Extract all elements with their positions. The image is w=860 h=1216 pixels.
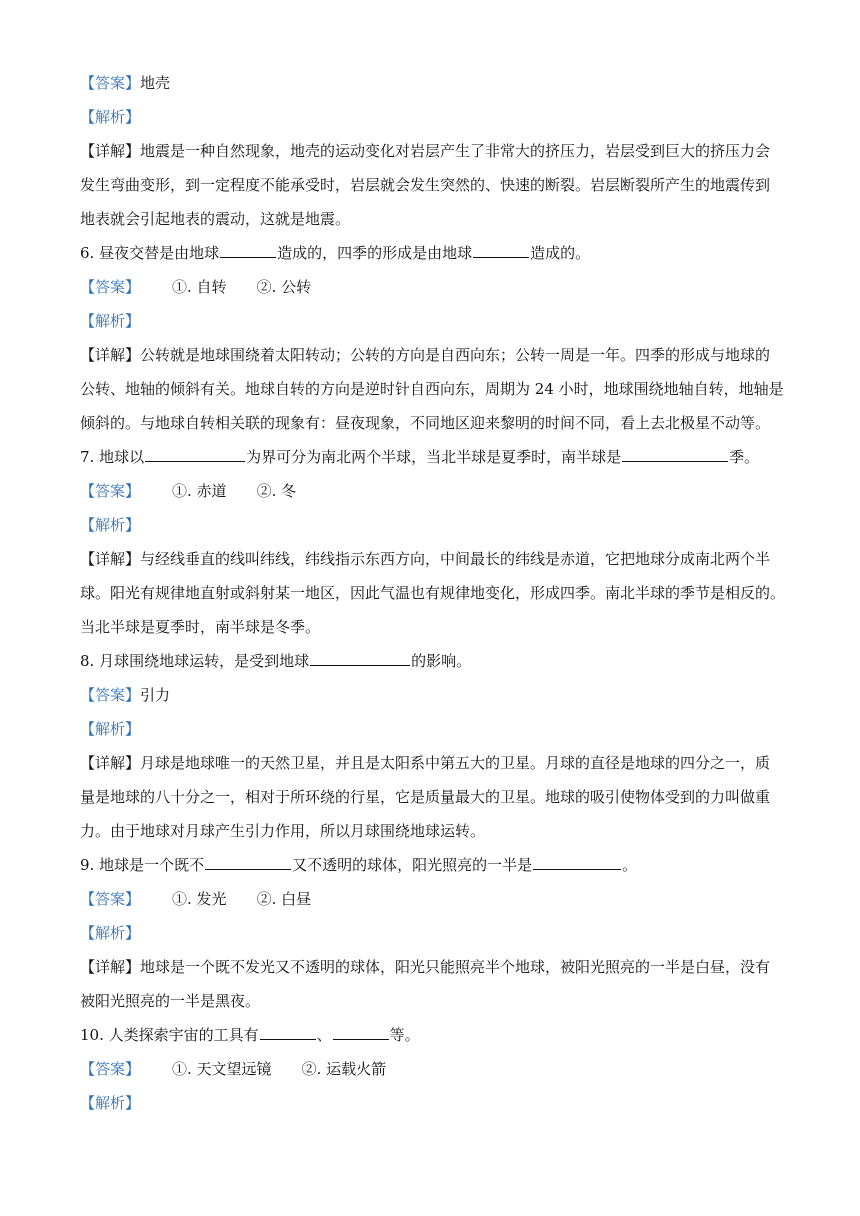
- analysis-line-9: [80, 923, 140, 943]
- detail-line: 地表就会引起地表的震动，这就是地震。: [80, 210, 351, 228]
- answer-label: 【答案】: [80, 1060, 141, 1078]
- question-9: [80, 855, 637, 875]
- answer-label: 【答案】: [80, 74, 141, 92]
- answer-blank: [310, 651, 410, 666]
- question-text: 造成的。: [530, 244, 591, 262]
- answer-blank: [622, 447, 728, 462]
- question-text: 造成的，四季的形成是由地球: [277, 244, 473, 262]
- answer-line-5: [80, 73, 170, 93]
- detail-text: 地震是一种自然现象，地壳的运动变化对岩层产生了非常大的挤压力，岩层受到巨大的挤压力会: [140, 142, 771, 160]
- answer-option: ②. 冬: [256, 482, 297, 500]
- answer-option: ①. 天文望远镜: [172, 1060, 272, 1078]
- question-10: [80, 1025, 420, 1045]
- detail-line: 公转、地轴的倾斜有关。地球自转的方向是逆时针自西向东，周期为 24 小时，地球围绕地轴自转，地轴是: [80, 380, 784, 398]
- question-8: [80, 651, 471, 671]
- detail-text: 月球是地球唯一的天然卫星，并且是太阳系中第五大的卫星。月球的直径是地球的四分之一，质: [140, 754, 771, 772]
- detail-line: [80, 753, 770, 773]
- detail-line: 发生弯曲变形，到一定程度不能承受时，岩层就会发生突然的、快速的断裂。岩层断裂所产生的地震传到: [80, 176, 771, 194]
- answer-option: ②. 白昼: [256, 890, 312, 908]
- answer-text: 地壳: [140, 74, 171, 92]
- analysis-line-5: [80, 107, 140, 127]
- detail-label: 【详解】: [80, 142, 141, 160]
- answer-option: ①. 自转: [172, 278, 227, 296]
- detail-line: 倾斜的。与地球自转相关联的现象有：昼夜现象，不同地区迎来黎明的时间不同，看上去北极星不动等。: [80, 414, 771, 432]
- detail-line: 球。阳光有规律地直射或斜射某一地区，因此气温也有规律地变化，形成四季。南北半球的季节是相反的。: [80, 584, 786, 602]
- detail-text: 与经线垂直的线叫纬线，纬线指示东西方向，中间最长的纬线是赤道，它把地球分成南北两个半: [140, 550, 771, 568]
- detail-line: 量是地球的八十分之一，相对于所环绕的行星，它是质量最大的卫星。地球的吸引使物体受到的力叫做重: [80, 788, 771, 806]
- question-text: 为界可分为南北两个半球，当北半球是夏季时，南半球是: [246, 448, 622, 466]
- detail-line: 被阳光照亮的一半是黑夜。: [80, 992, 261, 1010]
- detail-label: 【详解】: [80, 754, 141, 772]
- question-6: [80, 243, 590, 263]
- analysis-label: 【解析】: [80, 108, 141, 126]
- answer-label: 【答案】: [80, 686, 141, 704]
- analysis-label: 【解析】: [80, 924, 141, 942]
- analysis-label: 【解析】: [80, 312, 141, 330]
- question-text: 6. 昼夜交替是由地球: [80, 244, 220, 262]
- question-text: 。: [622, 856, 638, 874]
- answer-line-10: [80, 1059, 386, 1079]
- question-text: 7. 地球以: [80, 448, 145, 466]
- analysis-line-6: [80, 311, 140, 331]
- question-text: 10. 人类探索宇宙的工具有: [80, 1026, 259, 1044]
- detail-line: [80, 345, 770, 365]
- answer-option: ②. 运载火箭: [301, 1060, 387, 1078]
- answer-label: 【答案】: [80, 278, 141, 296]
- analysis-line-10: [80, 1093, 140, 1113]
- answer-blank: [145, 447, 245, 462]
- answer-blank: [205, 855, 291, 870]
- analysis-label: 【解析】: [80, 1094, 141, 1112]
- question-text: 等。: [389, 1026, 420, 1044]
- answer-label: 【答案】: [80, 890, 141, 908]
- answer-label: 【答案】: [80, 482, 141, 500]
- detail-text: 地球是一个既不发光又不透明的球体，阳光只能照亮半个地球，被阳光照亮的一半是白昼，没有: [140, 958, 771, 976]
- analysis-line-7: [80, 515, 140, 535]
- analysis-line-8: [80, 719, 140, 739]
- answer-blank: [220, 243, 276, 258]
- question-7: [80, 447, 759, 467]
- question-text: 又不透明的球体，阳光照亮的一半是: [292, 856, 533, 874]
- detail-label: 【详解】: [80, 550, 141, 568]
- detail-line: [80, 549, 770, 569]
- answer-option: ①. 发光: [172, 890, 227, 908]
- analysis-label: 【解析】: [80, 516, 141, 534]
- detail-line: [80, 957, 770, 977]
- answer-text: 引力: [140, 686, 171, 704]
- answer-blank: [333, 1025, 389, 1040]
- question-text: 的影响。: [411, 652, 472, 670]
- question-text: 8. 月球围绕地球运转，是受到地球: [80, 652, 310, 670]
- answer-blank: [533, 855, 621, 870]
- answer-line-8: [80, 685, 170, 705]
- detail-line: [80, 141, 770, 161]
- answer-line-6: [80, 277, 311, 297]
- detail-line: 当北半球是夏季时，南半球是冬季。: [80, 618, 321, 636]
- detail-line: 力。由于地球对月球产生引力作用，所以月球围绕地球运转。: [80, 822, 486, 840]
- answer-line-9: [80, 889, 311, 909]
- question-text: 季。: [729, 448, 760, 466]
- answer-option: ②. 公转: [256, 278, 312, 296]
- answer-blank: [260, 1025, 316, 1040]
- question-text: 9. 地球是一个既不: [80, 856, 205, 874]
- answer-option: ①. 赤道: [172, 482, 227, 500]
- answer-blank: [473, 243, 529, 258]
- detail-text: 公转就是地球围绕着太阳转动；公转的方向是自西向东；公转一周是一年。四季的形成与地球的: [140, 346, 771, 364]
- question-text: 、: [316, 1026, 332, 1044]
- analysis-label: 【解析】: [80, 720, 141, 738]
- answer-line-7: [80, 481, 296, 501]
- detail-label: 【详解】: [80, 958, 141, 976]
- detail-label: 【详解】: [80, 346, 141, 364]
